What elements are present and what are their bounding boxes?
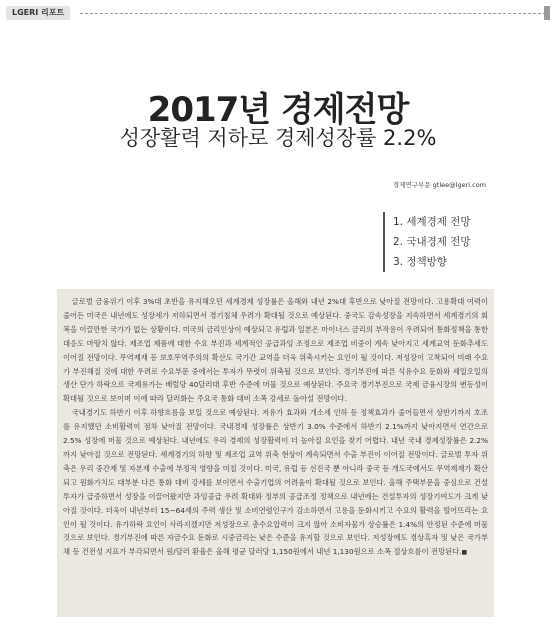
summary-paragraph-domestic-text: 국내경기도 하반기 이후 하향흐름을 보일 것으로 예상된다. 저유가 효과와 개소세 인하 등 정책효과가 줄어들면서 상반기까지 호조를 유지했던 소비활력이 점차 낮아질 전망이다. 국내경제 성장률은 상반기 3.0% 수준에서 하반기 2.1%까지 낮아지면서 연간으로 2.5% 성장에 머물 것으로 예상된다. 내년에도 우리 경제의 성장활력이 더 높아질 요인을 찾기 어렵다. 내년 국내 경제성장률은 2.2%까지 낮아질 것으로 전망된다. 세계경기의 하향 및 제조업 교역 위축 현상이 계속되면서 수출 부진이 이어질 전망이다. 글로벌 투자 위축은 우리 중간재 및 자본재 수출에 부정적 영향을 미칠 것이다. 미국, 유럽 등 선진국 뿐 아니라 중국 등 개도국에서도 무역제재가 확산되고 원화가치도 대부분 다른 통화 대비 강세를 보이면서 수출기업의 어려움이 확대될 것으로 보인다. 올해 주택부문을 중심으로 건설투자가 급증하면서 성장을 이끌어왔지만 과잉공급 우려 확대와 정부의 공급조정 정책으로 내년에는 건설투자의 성장기여도가 크게 낮아질 것이다. 더욱이 내년부터 15~64세의 주력 생산 및 소비연령인구가 감소하면서 고용을 둔화시키고 수요의 활력을 떨어뜨리는 요인이 될 것이다. 유가하락 요인이 사라지겠지만 저성장으로 총수요압력이 크지 않아 소비자물가 상승률은 1.4%의 안정된 수준에 머물 것으로 보인다. 경기부진에 따른 자금수요 둔화로 시중금리는 낮은 수준을 유지할 것으로 보인다. 저성장에도 경상흑자 및 낮은 국가부채 등 건전성 지표가 부각되면서 원/달러 환율은 올해 평균 달러당 1,150원에서 내년 1,130원으로 소폭 절상흐름이 전망된다. [63, 408, 488, 557]
header-divider [80, 13, 546, 14]
table-of-contents [383, 212, 471, 272]
corner-mark [544, 6, 550, 20]
toc-item-world-economy[interactable]: 1. 세계경제 전망 [393, 216, 471, 228]
author-line: 경제연구부문 gtlee@lgeri.com [392, 181, 486, 189]
summary-box [57, 289, 494, 617]
report-title: 2017년 경제전망 [147, 90, 409, 130]
end-mark-icon: ■ [461, 549, 468, 557]
report-subtitle: 성장활력 저하로 경제성장률 2.2% [119, 126, 437, 150]
summary-paragraph-domestic [63, 406, 488, 560]
toc-item-policy[interactable]: 3. 정책방향 [393, 256, 447, 268]
summary-paragraph-world: 글로벌 금융위기 이후 3%대 초반을 유지해오던 세계경제 성장률은 올해와 내년 2%대 후반으로 낮아질 전망이다. 고용확대 여력이 줄어든 미국은 내년에도 성장세가 저하되면서 경기침체 우려가 확대될 것으로 예상된다. 중국도 감속성장을 지속하면서 세계경기의 회복을 이끌만한 국가가 없는 상황이다. 미국의 금리인상이 예상되고 유럽과 일본은 마이너스 금리의 부작용이 우려되어 통화정책을 통한 대응도 마땅치 않다. 제조업 제품에 대한 수요 부진과 세계적인 공급과잉 조정으로 제조업 비중이 계속 낮아지고 세계교역 둔화추세도 이어질 전망이다. 무역제재 등 보호무역주의의 확산도 국가간 교역을 더욱 위축시키는 요인이 될 것이다. 저성장이 고착되어 미래 수요가 부진해질 것에 대한 우려로 수요부문 중에서는 투자가 뚜렷이 위축될 것으로 보인다. 경기부진에 따른 석유수요 둔화와 셰일오일의 생산 단가 하락으로 국제유가는 배럴당 40달러대 후반 수준에 머물 것으로 예상된다. 주요국 경기부진으로 국제 금융시장의 변동성이 확대될 것으로 보이며 이에 따라 달러화는 주요국 통화 대비 소폭 강세로 돌아설 전망이다. [63, 297, 488, 404]
report-series-tag: LGERI 리포트 [6, 6, 70, 20]
toc-item-domestic-economy[interactable]: 2. 국내경제 전망 [393, 236, 471, 248]
